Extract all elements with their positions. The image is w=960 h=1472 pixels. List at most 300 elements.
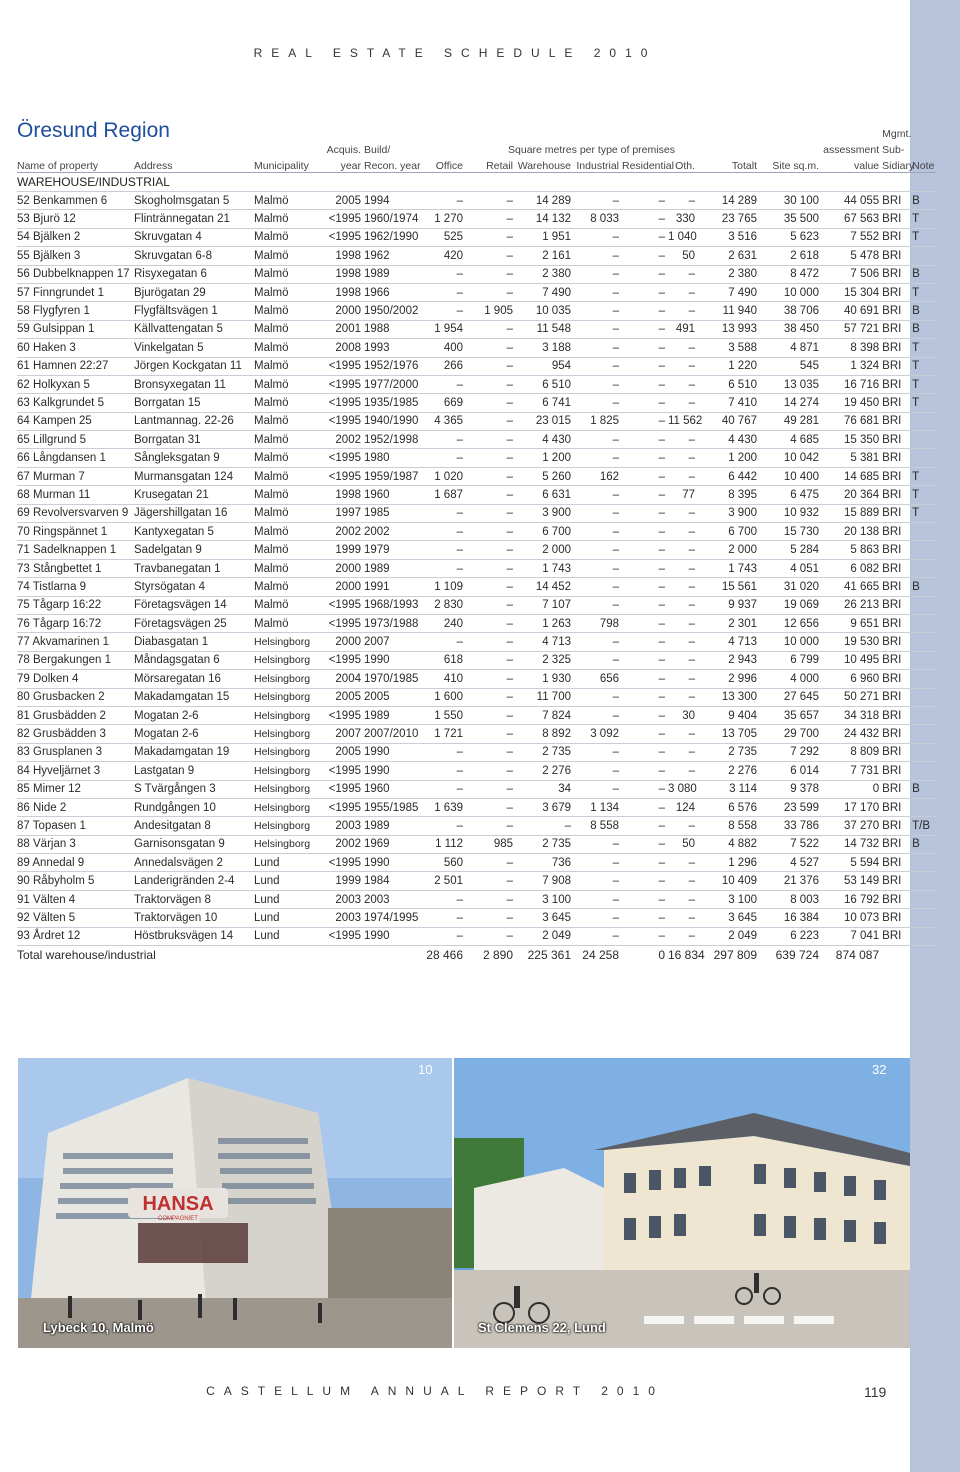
cell-industrial-sqm: – <box>574 854 622 872</box>
cell-site-sqm: 23 599 <box>760 798 822 816</box>
cell-industrial-sqm: – <box>574 192 622 210</box>
cell-other-sqm: – <box>668 375 698 393</box>
cell-retail-sqm: – <box>466 339 516 357</box>
cell-build-year: 1990 <box>364 762 426 780</box>
row-number: 57 <box>17 286 30 299</box>
total-retail: 2 890 <box>482 948 513 963</box>
table-row <box>17 706 936 724</box>
cell-municipality: Malmö <box>254 449 326 467</box>
cell-acquisition-year: 2002 <box>326 431 364 449</box>
cell-industrial-sqm: 3 092 <box>574 725 622 743</box>
cell-note: T <box>912 467 936 485</box>
cell-acquisition-year: <1995 <box>326 614 364 632</box>
cell-municipality: Malmö <box>254 578 326 596</box>
cell-industrial-sqm: – <box>574 762 622 780</box>
cell-note <box>912 247 936 265</box>
cell-address: Skogholmsgatan 5 <box>134 192 254 210</box>
property-name-text: Dolken 4 <box>33 672 79 685</box>
cell-warehouse-sqm: 3 188 <box>516 339 574 357</box>
cell-office-sqm: 1 109 <box>426 578 466 596</box>
cell-build-year: 1960 <box>364 780 426 798</box>
cell-mgmt-subsidiary: BRI <box>882 541 912 559</box>
property-name-text: Hyveljärnet 3 <box>33 764 101 777</box>
property-name-text: Revolversvarven 9 <box>33 507 129 520</box>
cell-mgmt-subsidiary: BRI <box>882 762 912 780</box>
cell-tax-value: 5 478 <box>822 247 882 265</box>
cell-build-year: 1966 <box>364 283 426 301</box>
table-row <box>17 725 936 743</box>
cell-tax-value: 67 563 <box>822 210 882 228</box>
table-row <box>17 412 936 430</box>
cell-property-name <box>17 302 134 320</box>
cell-municipality: Malmö <box>254 210 326 228</box>
cell-acquisition-year: 1998 <box>326 283 364 301</box>
square-metres-group-header: Square metres per type of premises <box>508 144 675 156</box>
cell-industrial-sqm: – <box>574 320 622 338</box>
table-row <box>17 228 936 246</box>
cell-build-year: 1962/1990 <box>364 228 426 246</box>
cell-acquisition-year: <1995 <box>326 394 364 412</box>
cell-acquisition-year: 2007 <box>326 725 364 743</box>
cell-municipality: Malmö <box>254 357 326 375</box>
cell-warehouse-sqm: 3 900 <box>516 504 574 522</box>
total-header: Totalt <box>698 156 760 173</box>
cell-note <box>912 927 936 945</box>
row-number: 89 <box>17 856 30 869</box>
cell-mgmt-subsidiary: BRI <box>882 817 912 835</box>
cell-acquisition-year: <1995 <box>326 449 364 467</box>
cell-site-sqm: 38 706 <box>760 302 822 320</box>
cell-warehouse-sqm: – <box>516 817 574 835</box>
cell-residential-sqm: – <box>622 431 668 449</box>
property-name-text: Långdansen 1 <box>33 452 106 465</box>
cell-build-year: 2003 <box>364 890 426 908</box>
cell-total-sqm: 3 516 <box>698 228 760 246</box>
cell-mgmt-subsidiary: BRI <box>882 835 912 853</box>
total-tax: 874 087 <box>835 948 880 963</box>
table-row <box>17 541 936 559</box>
total-site: 639 724 <box>775 948 819 963</box>
cell-warehouse-sqm: 4 713 <box>516 633 574 651</box>
cell-warehouse-sqm: 14 452 <box>516 578 574 596</box>
cell-site-sqm: 10 400 <box>760 467 822 485</box>
cell-site-sqm: 15 730 <box>760 523 822 541</box>
row-number: 93 <box>17 930 30 943</box>
cell-mgmt-subsidiary: BRI <box>882 596 912 614</box>
cell-address: Landerigränden 2-4 <box>134 872 254 890</box>
row-number: 59 <box>17 323 30 336</box>
cell-site-sqm: 9 378 <box>760 780 822 798</box>
property-name-text: Kampen 25 <box>33 415 92 428</box>
cell-address: Makadamgatan 19 <box>134 743 254 761</box>
cell-acquisition-year: <1995 <box>326 375 364 393</box>
cell-warehouse-sqm: 2 325 <box>516 651 574 669</box>
cell-other-sqm: – <box>668 651 698 669</box>
cell-industrial-sqm: – <box>574 927 622 945</box>
cell-residential-sqm: – <box>622 835 668 853</box>
table-row <box>17 578 936 596</box>
property-name-text: Akvamarinen 1 <box>32 636 110 649</box>
cell-mgmt-subsidiary: BRI <box>882 192 912 210</box>
cell-retail-sqm: 985 <box>466 835 516 853</box>
cell-tax-value: 15 304 <box>822 283 882 301</box>
cell-municipality: Malmö <box>254 394 326 412</box>
cell-mgmt-subsidiary: BRI <box>882 909 912 927</box>
cell-municipality: Malmö <box>254 192 326 210</box>
cell-other-sqm: – <box>668 909 698 927</box>
cell-address: Måndagsgatan 6 <box>134 651 254 669</box>
table-row <box>17 633 936 651</box>
cell-other-sqm: – <box>668 431 698 449</box>
cell-total-sqm: 2 049 <box>698 927 760 945</box>
row-number: 81 <box>17 709 30 722</box>
cell-office-sqm: 1 020 <box>426 467 466 485</box>
cell-warehouse-sqm: 23 015 <box>516 412 574 430</box>
cell-retail-sqm: – <box>466 375 516 393</box>
property-name-text: Annedal 9 <box>32 856 85 869</box>
cell-residential-sqm: – <box>622 670 668 688</box>
cell-total-sqm: 3 900 <box>698 504 760 522</box>
running-header: REAL ESTATE SCHEDULE 2010 <box>253 46 657 60</box>
row-number: 61 <box>17 360 30 373</box>
cell-address: Mogatan 2-6 <box>134 725 254 743</box>
cell-tax-value: 17 170 <box>822 798 882 816</box>
cell-municipality: Malmö <box>254 559 326 577</box>
property-name-text: Välten 5 <box>33 911 76 924</box>
cell-property-name <box>17 375 134 393</box>
table-row <box>17 909 936 927</box>
cell-municipality: Lund <box>254 927 326 945</box>
cell-address: Andesitgatan 8 <box>134 817 254 835</box>
cell-total-sqm: 11 940 <box>698 302 760 320</box>
cell-property-name <box>17 559 134 577</box>
cell-site-sqm: 4 000 <box>760 670 822 688</box>
cell-residential-sqm: – <box>622 798 668 816</box>
cell-mgmt-subsidiary: BRI <box>882 890 912 908</box>
cell-tax-value: 7 731 <box>822 762 882 780</box>
photo-lybeck <box>18 1058 452 1348</box>
cell-address: Krusegatan 21 <box>134 486 254 504</box>
cell-retail-sqm: – <box>466 817 516 835</box>
cell-property-name <box>17 210 134 228</box>
hansa-sign-sub: COMPAGNIET <box>158 1216 198 1222</box>
cell-municipality: Helsingborg <box>254 706 326 724</box>
cell-property-name <box>17 927 134 945</box>
cell-residential-sqm: – <box>622 467 668 485</box>
cell-office-sqm: 1 270 <box>426 210 466 228</box>
property-name-text: Topasen 1 <box>32 819 86 832</box>
cell-site-sqm: 12 656 <box>760 614 822 632</box>
cell-site-sqm: 29 700 <box>760 725 822 743</box>
row-number: 78 <box>17 654 30 667</box>
row-number: 86 <box>17 801 30 814</box>
cell-property-name <box>17 541 134 559</box>
cell-address: Rundgången 10 <box>134 798 254 816</box>
cell-office-sqm: – <box>426 375 466 393</box>
cell-site-sqm: 33 786 <box>760 817 822 835</box>
cell-warehouse-sqm: 1 930 <box>516 670 574 688</box>
cell-address: Företagsvägen 14 <box>134 596 254 614</box>
cell-residential-sqm: – <box>622 449 668 467</box>
cell-municipality: Helsingborg <box>254 743 326 761</box>
cell-mgmt-subsidiary: BRI <box>882 375 912 393</box>
cell-industrial-sqm: – <box>574 283 622 301</box>
cell-residential-sqm: – <box>622 688 668 706</box>
cell-note <box>912 688 936 706</box>
property-name-text: Gulsippan 1 <box>33 323 95 336</box>
cell-build-year: 2005 <box>364 688 426 706</box>
mgmt-header-top: Mgmt. <box>882 128 912 140</box>
row-number: 84 <box>17 764 30 777</box>
cell-retail-sqm: – <box>466 210 516 228</box>
cell-office-sqm: 2 501 <box>426 872 466 890</box>
cell-other-sqm: – <box>668 302 698 320</box>
cell-mgmt-subsidiary: BRI <box>882 633 912 651</box>
cell-retail-sqm: – <box>466 854 516 872</box>
cell-industrial-sqm: – <box>574 504 622 522</box>
cell-property-name <box>17 431 134 449</box>
cell-residential-sqm: – <box>622 283 668 301</box>
cell-mgmt-subsidiary: BRI <box>882 228 912 246</box>
cell-industrial-sqm: – <box>574 890 622 908</box>
cell-site-sqm: 8 472 <box>760 265 822 283</box>
cell-acquisition-year: 1998 <box>326 265 364 283</box>
cell-build-year: 1969 <box>364 835 426 853</box>
cell-industrial-sqm: – <box>574 431 622 449</box>
cell-municipality: Malmö <box>254 614 326 632</box>
cell-industrial-sqm: – <box>574 302 622 320</box>
cell-property-name <box>17 651 134 669</box>
cell-tax-value: 16 716 <box>822 375 882 393</box>
cell-other-sqm: – <box>668 578 698 596</box>
table-row <box>17 743 936 761</box>
cell-industrial-sqm: – <box>574 339 622 357</box>
property-name-text: Tågarp 16:72 <box>32 617 102 630</box>
property-name-text: Lillgrund 5 <box>33 433 87 446</box>
cell-site-sqm: 545 <box>760 357 822 375</box>
table-row <box>17 835 936 853</box>
cell-industrial-sqm: 8 558 <box>574 817 622 835</box>
cell-retail-sqm: – <box>466 596 516 614</box>
cell-retail-sqm: – <box>466 283 516 301</box>
cell-address: Styrsögatan 4 <box>134 578 254 596</box>
cell-acquisition-year: 2004 <box>326 670 364 688</box>
cell-tax-value: 0 <box>822 780 882 798</box>
cell-retail-sqm: – <box>466 614 516 632</box>
property-name-text: Värjan 3 <box>33 838 76 851</box>
table-row <box>17 357 936 375</box>
row-number: 52 <box>17 194 30 207</box>
cell-industrial-sqm: – <box>574 357 622 375</box>
cell-residential-sqm: – <box>622 780 668 798</box>
build-header-top: Build/ <box>364 144 391 156</box>
cell-acquisition-year: <1995 <box>326 762 364 780</box>
cell-acquisition-year: <1995 <box>326 357 364 375</box>
cell-address: Företagsvägen 25 <box>134 614 254 632</box>
cell-note: T/B <box>912 817 936 835</box>
cell-acquisition-year: 2003 <box>326 909 364 927</box>
property-name-text: Välten 4 <box>33 893 76 906</box>
cell-site-sqm: 6 475 <box>760 486 822 504</box>
cell-office-sqm: – <box>426 743 466 761</box>
cell-site-sqm: 4 527 <box>760 854 822 872</box>
table-row <box>17 247 936 265</box>
table-row <box>17 265 936 283</box>
cell-municipality: Malmö <box>254 265 326 283</box>
cell-property-name <box>17 688 134 706</box>
cell-other-sqm: 77 <box>668 486 698 504</box>
cell-build-year: 1940/1990 <box>364 412 426 430</box>
cell-property-name <box>17 835 134 853</box>
table-row <box>17 762 936 780</box>
cell-address: Källvattengatan 5 <box>134 320 254 338</box>
cell-build-year: 1950/2002 <box>364 302 426 320</box>
cell-other-sqm: – <box>668 192 698 210</box>
cell-tax-value: 7 506 <box>822 265 882 283</box>
cell-note <box>912 614 936 632</box>
cell-note: T <box>912 357 936 375</box>
cell-municipality: Malmö <box>254 320 326 338</box>
cell-residential-sqm: – <box>622 375 668 393</box>
cell-mgmt-subsidiary: BRI <box>882 265 912 283</box>
cell-tax-value: 53 149 <box>822 872 882 890</box>
cell-municipality: Helsingborg <box>254 670 326 688</box>
cell-build-year: 1970/1985 <box>364 670 426 688</box>
property-name-text: Finngrundet 1 <box>33 286 104 299</box>
row-number: 92 <box>17 911 30 924</box>
cell-address: Mogatan 2-6 <box>134 706 254 724</box>
cell-warehouse-sqm: 1 200 <box>516 449 574 467</box>
property-name-text: Grusbädden 2 <box>33 709 106 722</box>
cell-note: B <box>912 320 936 338</box>
cell-retail-sqm: 1 905 <box>466 302 516 320</box>
cell-retail-sqm: – <box>466 633 516 651</box>
cell-municipality: Malmö <box>254 339 326 357</box>
cell-address: Annedalsvägen 2 <box>134 854 254 872</box>
cell-warehouse-sqm: 2 161 <box>516 247 574 265</box>
cell-total-sqm: 14 289 <box>698 192 760 210</box>
cell-property-name <box>17 320 134 338</box>
cell-build-year: 1979 <box>364 541 426 559</box>
cell-other-sqm: – <box>668 927 698 945</box>
cell-site-sqm: 2 618 <box>760 247 822 265</box>
cell-residential-sqm: – <box>622 927 668 945</box>
cell-municipality: Lund <box>254 890 326 908</box>
cell-build-year: 1985 <box>364 504 426 522</box>
cell-residential-sqm: – <box>622 320 668 338</box>
cell-retail-sqm: – <box>466 265 516 283</box>
cell-total-sqm: 6 510 <box>698 375 760 393</box>
cell-residential-sqm: – <box>622 302 668 320</box>
cell-residential-sqm: – <box>622 614 668 632</box>
name-header: Name of property <box>17 156 134 173</box>
mgmt-header-bottom: Sidiary <box>882 156 912 173</box>
cell-address: Lantmannag. 22-26 <box>134 412 254 430</box>
cell-office-sqm: 525 <box>426 228 466 246</box>
cell-address: Sångleksgatan 9 <box>134 449 254 467</box>
cell-address: Risyxegatan 6 <box>134 265 254 283</box>
cell-warehouse-sqm: 10 035 <box>516 302 574 320</box>
cell-residential-sqm: – <box>622 210 668 228</box>
cell-tax-value: 44 055 <box>822 192 882 210</box>
cell-residential-sqm: – <box>622 706 668 724</box>
cell-municipality: Helsingborg <box>254 688 326 706</box>
cell-note <box>912 523 936 541</box>
cell-property-name <box>17 467 134 485</box>
cell-build-year: 1990 <box>364 854 426 872</box>
cell-acquisition-year: 2000 <box>326 302 364 320</box>
photo-lybeck-illustration <box>18 1058 452 1348</box>
table-row <box>17 780 936 798</box>
cell-municipality: Helsingborg <box>254 651 326 669</box>
cell-mgmt-subsidiary: BRI <box>882 688 912 706</box>
cell-office-sqm: 4 365 <box>426 412 466 430</box>
cell-other-sqm: – <box>668 854 698 872</box>
cell-warehouse-sqm: 3 679 <box>516 798 574 816</box>
cell-retail-sqm: – <box>466 523 516 541</box>
section-label: WAREHOUSE/INDUSTRIAL <box>17 173 936 192</box>
cell-office-sqm: 240 <box>426 614 466 632</box>
cell-municipality: Malmö <box>254 504 326 522</box>
cell-municipality: Helsingborg <box>254 817 326 835</box>
cell-site-sqm: 5 623 <box>760 228 822 246</box>
cell-address: Mörsaregatan 16 <box>134 670 254 688</box>
cell-industrial-sqm: – <box>574 633 622 651</box>
cell-total-sqm: 4 430 <box>698 431 760 449</box>
cell-build-year: 2002 <box>364 523 426 541</box>
cell-residential-sqm: – <box>622 265 668 283</box>
cell-note: B <box>912 835 936 853</box>
cell-retail-sqm: – <box>466 192 516 210</box>
cell-retail-sqm: – <box>466 909 516 927</box>
cell-build-year: 1989 <box>364 706 426 724</box>
cell-mgmt-subsidiary: BRI <box>882 247 912 265</box>
cell-industrial-sqm: – <box>574 228 622 246</box>
cell-residential-sqm: – <box>622 192 668 210</box>
cell-site-sqm: 35 500 <box>760 210 822 228</box>
cell-build-year: 1959/1987 <box>364 467 426 485</box>
cell-property-name <box>17 725 134 743</box>
total-warehouse: 225 361 <box>527 948 571 963</box>
cell-residential-sqm: – <box>622 633 668 651</box>
property-name-text: Bjurö 12 <box>33 213 76 226</box>
row-number: 68 <box>17 488 30 501</box>
cell-acquisition-year: 2002 <box>326 835 364 853</box>
cell-note <box>912 596 936 614</box>
cell-note: T <box>912 486 936 504</box>
cell-total-sqm: 8 395 <box>698 486 760 504</box>
cell-tax-value: 10 073 <box>822 909 882 927</box>
table-row <box>17 192 936 210</box>
mgmt-header-mid: Sub- <box>882 144 905 156</box>
cell-acquisition-year: 2005 <box>326 743 364 761</box>
cell-warehouse-sqm: 7 107 <box>516 596 574 614</box>
row-number: 55 <box>17 249 30 262</box>
address-header: Address <box>134 156 254 173</box>
row-number: 69 <box>17 507 30 520</box>
cell-total-sqm: 7 490 <box>698 283 760 301</box>
cell-retail-sqm: – <box>466 651 516 669</box>
cell-note <box>912 412 936 430</box>
cell-note: T <box>912 283 936 301</box>
cell-office-sqm: 618 <box>426 651 466 669</box>
cell-office-sqm: 1 954 <box>426 320 466 338</box>
cell-residential-sqm: – <box>622 909 668 927</box>
cell-total-sqm: 3 100 <box>698 890 760 908</box>
cell-industrial-sqm: – <box>574 247 622 265</box>
cell-note: B <box>912 265 936 283</box>
property-name-text: Nide 2 <box>33 801 67 814</box>
